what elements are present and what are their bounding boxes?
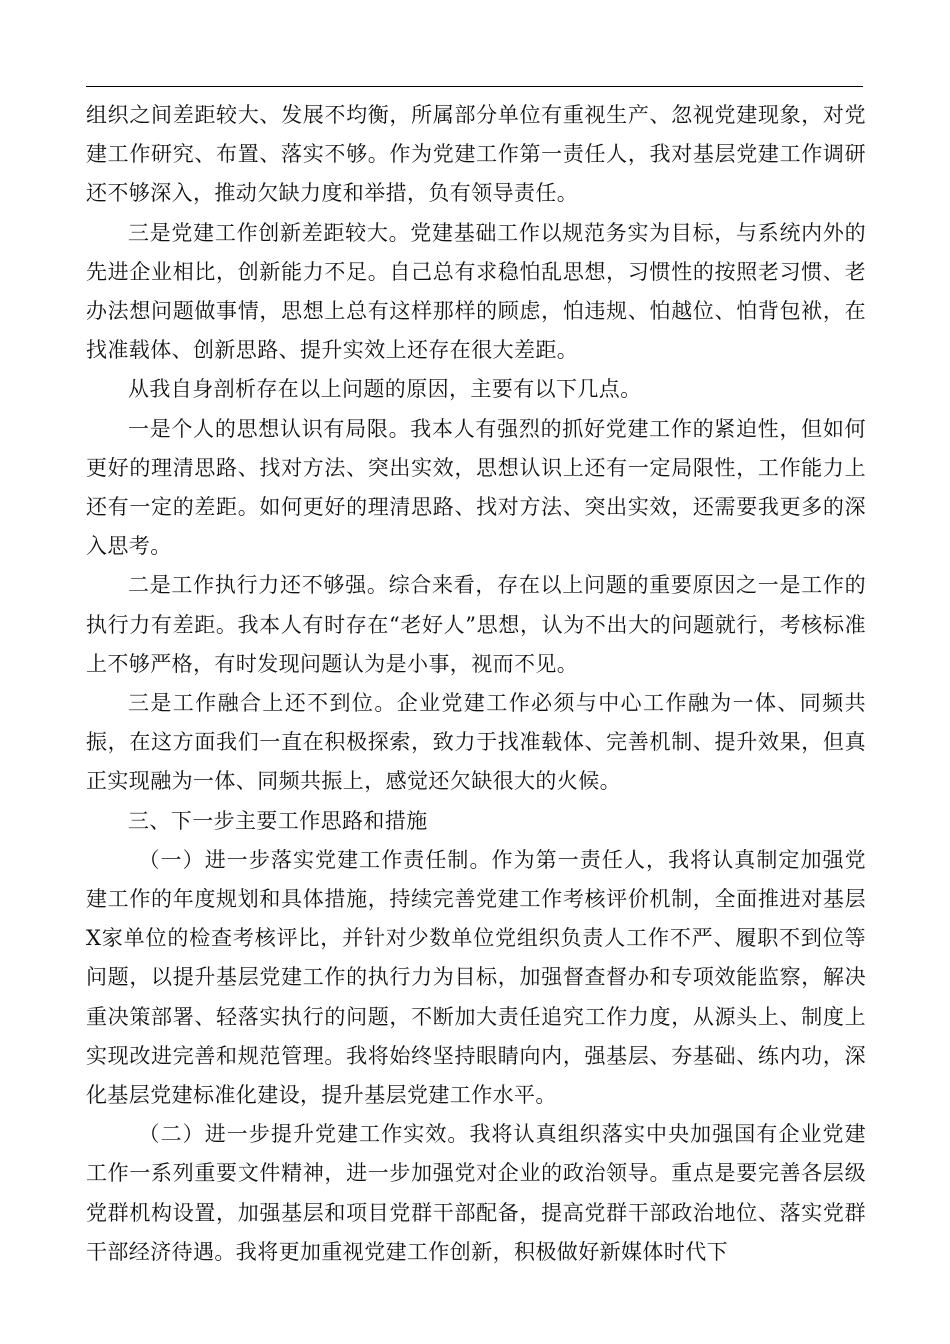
section-heading-next-steps: 三、下一步主要工作思路和措施 <box>128 808 428 833</box>
paragraph-cause-intro: 从我自身剖析存在以上问题的原因，主要有以下几点。 <box>128 377 642 402</box>
paragraph-cause-three: 三是工作融合上还不到位。企业党建工作必须与中心工作融为一体、同频共振，在这方面我们一直在积极探索，致力于找准载体、完善机制、提升效果，但真正实现融为一体、同频共振上，感觉还欠缺很大的火候。 <box>86 691 866 794</box>
paragraph-continuation: 组织之间差距较大、发展不均衡，所属部分单位有重视生产、忽视党建现象，对党建工作研究、布置、落实不够。作为党建工作第一责任人，我对基层党建工作调研还不够深入，推动欠缺力度和举措，负有领导责任。 <box>86 103 866 206</box>
paragraph-point-three-innovation: 三是党建工作创新差距较大。党建基础工作以规范务实为目标，与系统内外的先进企业相比，创新能力不足。自己总有求稳怕乱思想，习惯性的按照老习惯、老办法想问题做事情，思想上总有这样那样的顾虑，怕违规、怕越位、怕背包袱，在找准载体、创新思路、提升实效上还存在很大差距。 <box>86 220 866 363</box>
paragraph-cause-two: 二是工作执行力还不够强。综合来看，存在以上问题的重要原因之一是工作的执行力有差距。我本人有时存在“老好人”思想，认为不出大的问题就行，考核标准上不够严格，有时发现问题认为是小事，视而不见。 <box>86 573 866 676</box>
paragraph-measure-two: （二）进一步提升党建工作实效。我将认真组织落实中央加强国有企业党建工作一系列重要文件精神，进一步加强党对企业的政治领导。重点是要完善各层级党群机构设置，加强基层和项目党群干部配备，提高党群干部政治地位、落实党群干部经济待遇。我将更加重视党建工作创新，积极做好新媒体时代下 <box>86 1122 866 1264</box>
paragraph-cause-one: 一是个人的思想认识有局限。我本人有强烈的抓好党建工作的紧迫性，但如何更好的理清思路、找对方法、突出实效，思想认识上还有一定局限性，工作能力上还有一定的差距。如何更好的理清思路、找对方法、突出实效，还需要我更多的深入思考。 <box>86 416 866 559</box>
header-rule <box>86 86 863 87</box>
paragraph-measure-one: （一）进一步落实党建工作责任制。作为第一责任人，我将认真制定加强党建工作的年度规划和具体措施，持续完善党建工作考核评价机制，全面推进对基层X家单位的检查考核评比，并针对少数单位党组织负责人工作不严、履职不到位等问题，以提升基层党建工作的执行力为目标，加强督查督办和专项效能监察，解决重决策部署、轻落实执行的问题，不断加大责任追究工作力度，从源头上、制度上实现改进完善和规范管理。我将始终坚持眼睛向内，强基层、夯基础、练内功，深化基层党建标准化建设，提升基层党建工作水平。 <box>86 847 866 1108</box>
document-body <box>86 96 866 1272</box>
